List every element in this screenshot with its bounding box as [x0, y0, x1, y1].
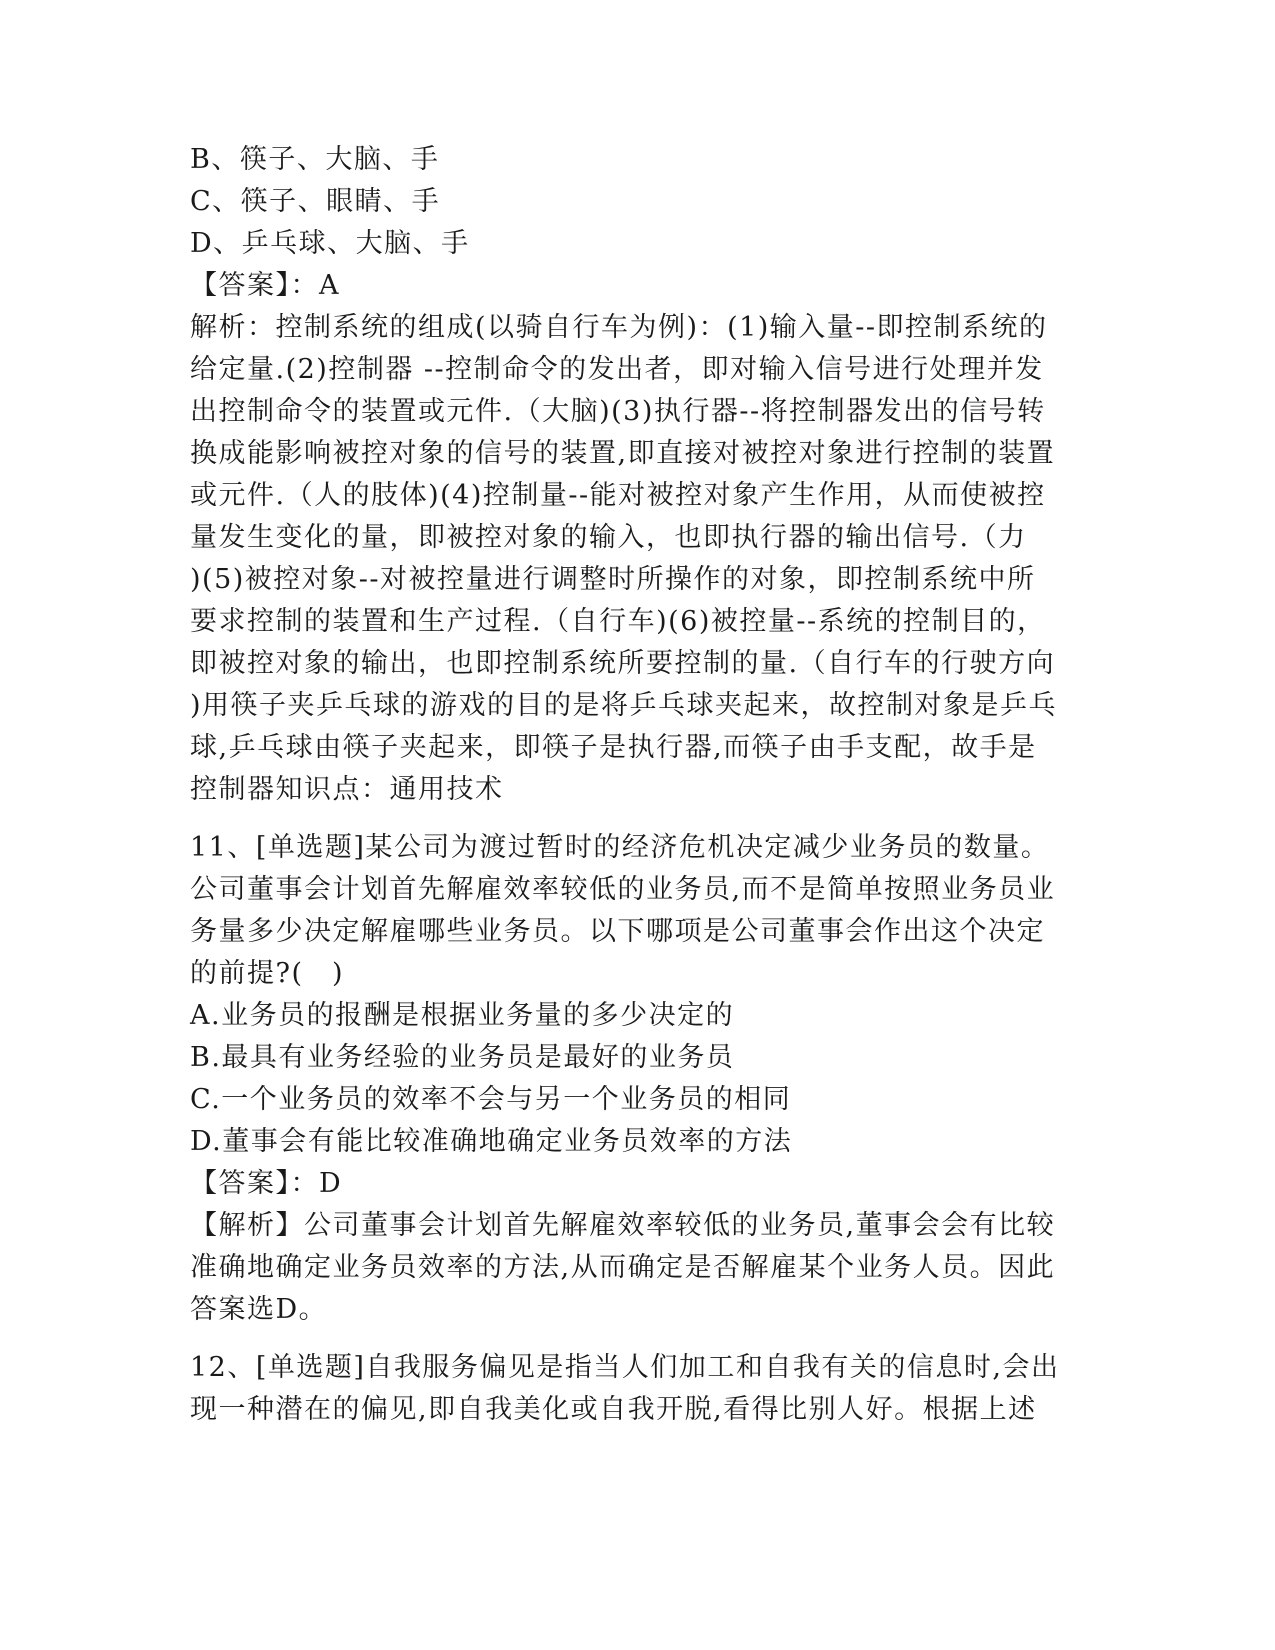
q10-option-d: D、乒乓球、大脑、手 — [190, 228, 470, 259]
q10-analysis-line: )用筷子夹乒乓球的游戏的目的是将乒乓球夹起来，故控制对象是乒乓 — [190, 690, 1058, 721]
q10-analysis-line: 解析：控制系统的组成(以骑自行车为例)：(1)输入量--即控制系统的 — [190, 312, 1048, 343]
q10-option-b: B、筷子、大脑、手 — [190, 144, 440, 175]
q11-option-a: A.业务员的报酬是根据业务量的多少决定的 — [190, 1000, 735, 1031]
q10-analysis-line: 给定量.(2)控制器 --控制命令的发出者，即对输入信号进行处理并发 — [190, 354, 1044, 385]
q10-answer: 【答案】：A — [190, 270, 340, 301]
q12-stem-line: 现一种潜在的偏见,即自我美化或自我开脱,看得比别人好。根据上述 — [190, 1394, 1037, 1425]
q10-analysis-line: 控制器知识点：通用技术 — [190, 774, 504, 805]
q10-analysis-line: 或元件.（人的肢体)(4)控制量--能对被控对象产生作用，从而使被控 — [190, 480, 1046, 511]
q10-option-c: C、筷子、眼睛、手 — [190, 186, 441, 217]
q11-option-b: B.最具有业务经验的业务员是最好的业务员 — [190, 1042, 735, 1073]
q11-stem-line: 公司董事会计划首先解雇效率较低的业务员,而不是简单按照业务员业 — [190, 874, 1056, 905]
q10-analysis-line: 量发生变化的量，即被控对象的输入，也即执行器的输出信号.（力 — [190, 522, 1027, 553]
q11-option-c: C.一个业务员的效率不会与另一个业务员的相同 — [190, 1084, 792, 1115]
q10-analysis-line: 出控制命令的装置或元件.（大脑)(3)执行器--将控制器发出的信号转 — [190, 396, 1046, 427]
q11-analysis-line: 准确地确定业务员效率的方法,从而确定是否解雇某个业务人员。因此 — [190, 1252, 1056, 1283]
q11-stem-line: 务量多少决定解雇哪些业务员。以下哪项是公司董事会作出这个决定 — [190, 916, 1045, 947]
q12-stem-line: 12、[单选题]自我服务偏见是指当人们加工和自我有关的信息时,会出 — [190, 1352, 1060, 1383]
q11-stem-line: 的前提?( ) — [190, 958, 345, 989]
q11-option-d: D.董事会有能比较准确地确定业务员效率的方法 — [190, 1126, 793, 1157]
q11-stem-line: 11、[单选题]某公司为渡过暂时的经济危机决定减少业务员的数量。 — [190, 832, 1050, 863]
q10-analysis-line: 要求控制的装置和生产过程.（自行车)(6)被控量--系统的控制目的， — [190, 606, 1046, 637]
q10-analysis-line: 换成能影响被控对象的信号的装置,即直接对被控对象进行控制的装置 — [190, 438, 1056, 469]
q11-analysis-line: 【解析】公司董事会计划首先解雇效率较低的业务员,董事会会有比较 — [190, 1210, 1056, 1241]
q10-analysis-line: 即被控对象的输出，也即控制系统所要控制的量.（自行车的行驶方向 — [190, 648, 1056, 679]
q11-answer: 【答案】：D — [190, 1168, 343, 1199]
q10-analysis-line: )(5)被控对象--对被控量进行调整时所操作的对象，即控制系统中所 — [190, 564, 1036, 595]
q10-analysis-line: 球,乒乓球由筷子夹起来，即筷子是执行器,而筷子由手支配，故手是 — [190, 732, 1037, 763]
q11-analysis-line: 答案选D。 — [190, 1294, 328, 1325]
